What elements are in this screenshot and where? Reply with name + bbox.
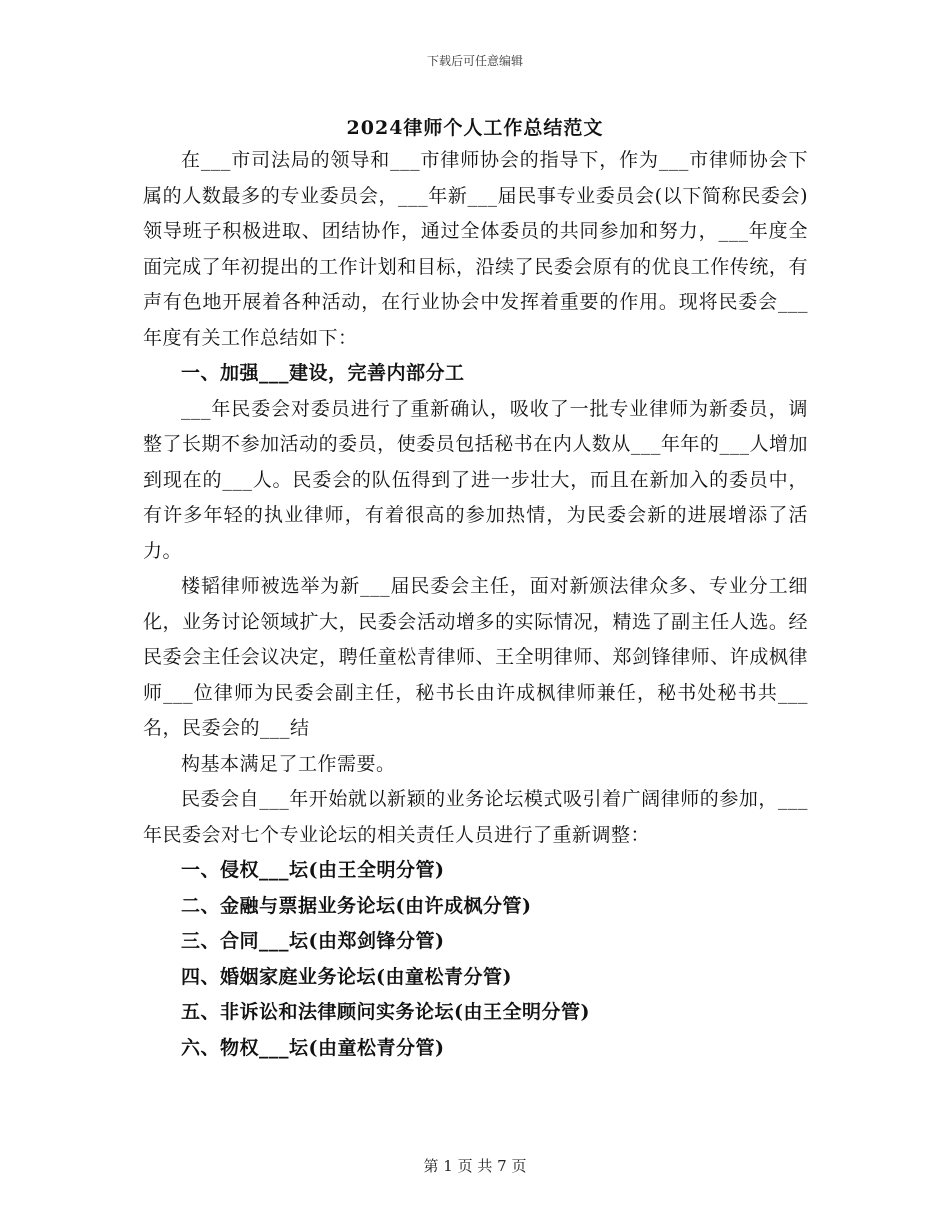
forum-list-item: 四、婚姻家庭业务论坛(由童松青分管) <box>181 965 512 988</box>
document-body <box>143 143 808 1066</box>
page-number: 第 1 页 共 7 页 <box>423 1157 527 1175</box>
forum-list-item: 一、侵权___坛(由王全明分管) <box>181 859 445 881</box>
forum-list-item: 五、非诉讼和法律顾问实务论坛(由王全明分管) <box>181 1001 590 1023</box>
paragraph-leadership: 楼韬律师被选举为新___届民委会主任，面对新颁法律众多、专业分工细化，业务讨论领域扩大，民委会活动增多的实际情况，精选了副主任人选。经民委会主任会议决定，聘任童松青律师、王全明律师、郑剑锋律师、许成枫律师___位律师为民委会副主任，秘书长由许成枫律师兼任，秘书处秘书共___名，民委会的___结 <box>143 575 808 739</box>
paragraph-structure: 构基本满足了工作需要。 <box>181 752 396 775</box>
forum-list-item: 六、物权___坛(由童松青分管) <box>181 1036 445 1059</box>
paragraph-members: ___年民委会对委员进行了重新确认，吸收了一批专业律师为新委员，调整了长期不参加活动的委员，使委员包括秘书在内人数从___年年的___人增加到现在的___人。民委会的队伍得到了进一步壮大，而且在新加入的委员中，有许多年轻的执业律师，有着很高的参加热情，为民委会新的进展增添了活力。 <box>143 397 808 562</box>
section-heading: 一、加强___建设，完善内部分工 <box>181 362 465 384</box>
forum-list-item: 三、合同___坛(由郑剑锋分管) <box>181 930 445 952</box>
paragraph-forums: 民委会自___年开始就以新颖的业务论坛模式吸引着广阔律师的参加，___年民委会对七个专业论坛的相关责任人员进行了重新调整： <box>143 788 808 846</box>
document-title: 2024律师个人工作总结范文 <box>346 117 604 139</box>
paragraph-intro: 在___市司法局的领导和___市律师协会的指导下，作为___市律师协会下属的人数最多的专业委员会，___年新___届民事专业委员会(以下简称民委会)领导班子积极进取、团结协作，通过全体委员的共同参加和努力，___年度全面完成了年初提出的工作计划和目标，沿续了民委会原有的优良工作传统，有声有色地开展着各种活动，在行业协会中发挥着重要的作用。现将民委会___年度有关工作总结如下： <box>143 149 808 349</box>
forum-list-item: 二、金融与票据业务论坛(由许成枫分管) <box>181 894 532 917</box>
header-note: 下载后可任意编辑 <box>426 54 523 68</box>
